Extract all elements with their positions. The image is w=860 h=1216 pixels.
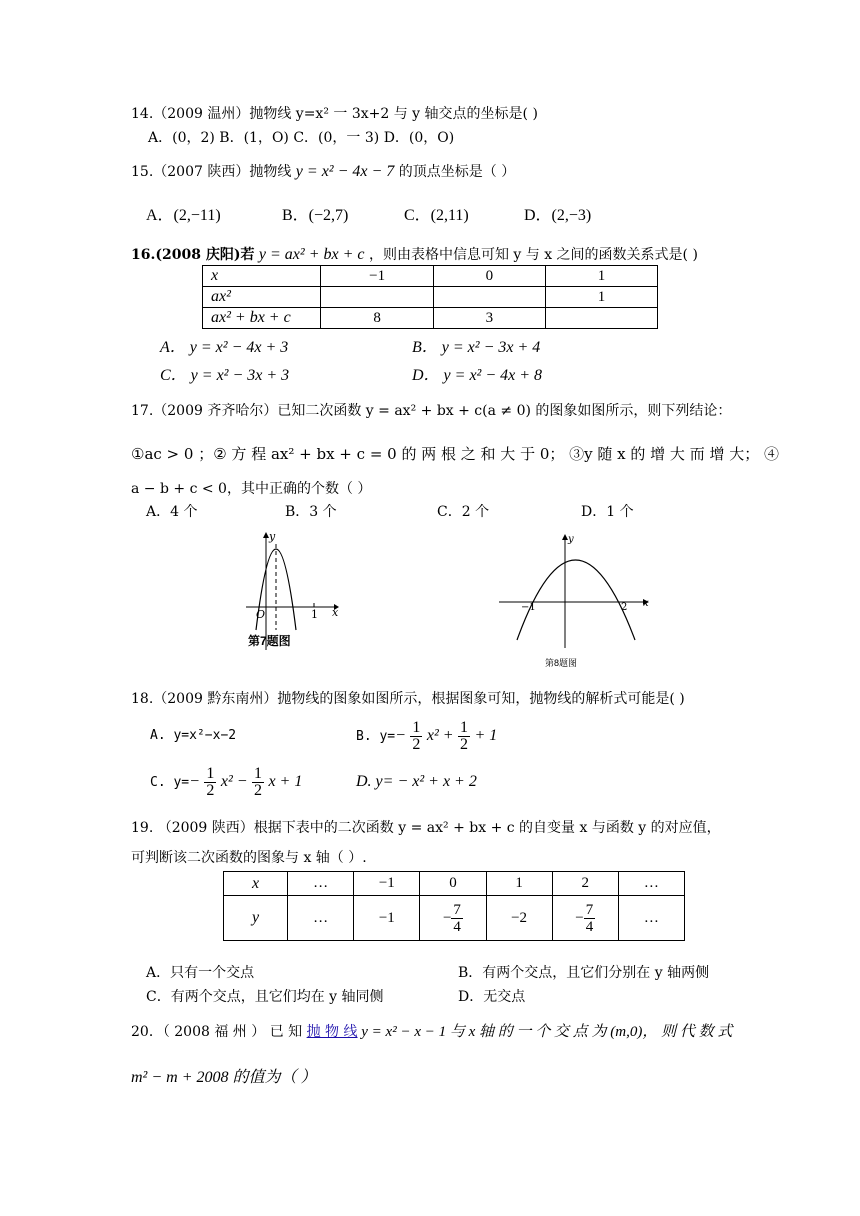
q17-line3: a − b + c < 0，其中正确的个数（ ）	[131, 481, 372, 497]
q18-frac: $\frac{1}{2}$	[460, 718, 468, 753]
q17-option-d: D．1 个	[581, 504, 634, 520]
q15-option-a: A．(2,−11)	[146, 207, 221, 224]
q17-option-b: B．3 个	[285, 504, 337, 520]
q16-option-c: C． y = x² − 3x + 3	[160, 367, 290, 384]
q20-line2: m² − m + 2008 的值为（ ）	[131, 1069, 317, 1086]
q19-option-a: A．只有一个交点	[146, 965, 255, 981]
q16-cell: ax²	[203, 287, 321, 308]
q14-options: A．(0，2) B．(1，O) C．(0，一 3) D．(0，O)	[148, 130, 455, 146]
q16-cell: x	[203, 266, 321, 287]
q16-cell: 3	[433, 308, 545, 329]
fig7-x-label: x	[332, 606, 339, 619]
figure-7	[240, 530, 340, 655]
q14-stem: 14.（2009 温州）抛物线 y=x² 一 3x+2 与 y 轴交点的坐标是( )	[131, 106, 538, 122]
q16-cell: ax² + bx + c	[203, 308, 321, 329]
q19-table	[223, 871, 685, 941]
q15-stem	[131, 162, 515, 182]
q18-frac: $\frac{1}{2}$	[206, 764, 215, 799]
q16-cell	[433, 287, 545, 308]
q16-cell: −1	[321, 266, 433, 287]
figure-8	[495, 530, 655, 670]
q19-cell: …	[618, 872, 684, 896]
q16-option-d: D． y = x² − 4x + 8	[412, 367, 543, 384]
q17-line2: ①ac > 0 ；② 方 程 ax² + bx + c = 0 的 两 根 之 和 大 于 0； ③y 随 x 的 增 大 而 增 大； ④	[131, 445, 779, 463]
q19-cell: 2	[552, 872, 618, 896]
q19-cell: −1	[354, 896, 420, 941]
q16-option-a: A． y = x² − 4x + 3	[160, 339, 289, 356]
q16-stem-suffix: ，则由表格中信息可知 y 与 x 之间的函数关系式是( )	[368, 247, 698, 263]
q16-table	[202, 265, 658, 329]
q19-cell: …	[288, 896, 354, 941]
fig7-y-label: y	[269, 530, 276, 543]
q19-frac: $\frac{7}{4}$	[453, 901, 461, 935]
fig8-y-label: y	[568, 534, 574, 545]
q19-cell: …	[288, 872, 354, 896]
q16-cell: 8	[321, 308, 433, 329]
q15-option-c: C．(2,11)	[404, 207, 469, 224]
q18-option-b: B. y=− $\frac{1}{2}$ x² + $\frac{1}{2}$ + 1	[356, 718, 498, 753]
q19-cell: 1	[486, 872, 552, 896]
q19-cell: − $\frac{7}{4}$	[420, 896, 486, 941]
q18-stem: 18.（2009 黔东南州）抛物线的图象如图所示，根据图象可知，抛物线的解析式可能是( )	[131, 691, 685, 707]
q18-option-d: D. y= − x² + x + 2	[356, 773, 477, 790]
fig8-x-label: x	[643, 598, 649, 609]
q19-line1: 19. （2009 陕西）根据下表中的二次函数 y = ax² + bx + c 的自变量 x 与函数 y 的对应值，	[131, 820, 721, 836]
q17-option-a: A．4 个	[146, 504, 198, 520]
q19-option-b: B．有两个交点，且它们分别在 y 轴两侧	[458, 965, 710, 981]
q20-middle: y = x² − x − 1 与 x 轴 的 一 个 交 点 为 (m,0)， 则 代 数 式	[357, 1024, 733, 1040]
q19-cell: − $\frac{7}{4}$	[552, 896, 618, 941]
q16-stem-prefix: 16.(2008 庆阳)若	[131, 247, 255, 263]
fig8-neg1-label: −1	[521, 602, 536, 613]
q19-line2: 可判断该二次函数的图象与 x 轴（ ）.	[131, 850, 367, 866]
q19-option-c: C．有两个交点，且它们均在 y 轴同侧	[146, 989, 384, 1005]
q15-stem-prefix: 15.（2007 陕西）抛物线	[131, 164, 292, 180]
q16-cell	[321, 287, 433, 308]
fig7-caption: 第7题图	[248, 634, 291, 648]
q18-option-c: C. y=− $\frac{1}{2}$ x² − $\frac{1}{2}$ x + 1	[150, 764, 303, 799]
q15-stem-suffix: 的顶点坐标是（ ）	[398, 164, 516, 180]
q16-expr: y = ax² + bx + c	[258, 246, 365, 263]
parabola-link[interactable]: 抛 物 线	[306, 1024, 358, 1040]
q18-frac: $\frac{1}{2}$	[254, 764, 262, 799]
q16-cell: 0	[433, 266, 545, 287]
q15-option-b: B．(−2,7)	[282, 207, 349, 224]
q19-frac: $\frac{7}{4}$	[585, 901, 594, 935]
q16-option-b: B． y = x² − 3x + 4	[412, 339, 541, 356]
q20-prefix: 20．（ 2008 福 州 ） 已 知	[131, 1024, 303, 1040]
q19-cell: x	[224, 872, 288, 896]
q17-line1: 17.（2009 齐齐哈尔）已知二次函数 y = ax² + bx + c(a ≠ 0) 的图象如图所示，则下列结论：	[131, 403, 732, 419]
fig7-one-label: 1	[311, 608, 318, 621]
q20-line1	[131, 1022, 732, 1042]
fig8-parabola	[517, 560, 635, 640]
q16-stem	[131, 245, 698, 265]
q19-cell: −2	[486, 896, 552, 941]
fig8-two-label: 2	[621, 602, 628, 613]
q18-frac: $\frac{1}{2}$	[412, 718, 421, 753]
q16-cell: 1	[545, 287, 657, 308]
q19-cell: y	[224, 896, 288, 941]
fig8-caption: 第8题图	[545, 658, 578, 668]
q15-expr: y = x² − 4x − 7	[295, 163, 395, 180]
q16-cell: 1	[545, 266, 657, 287]
fig7-origin-label: O	[256, 608, 266, 621]
q15-option-d: D．(2,−3)	[524, 207, 592, 224]
q16-cell	[545, 308, 657, 329]
q17-option-c: C．2 个	[437, 504, 490, 520]
q19-cell: −1	[354, 872, 420, 896]
q18-option-a: A. y=x²−x−2	[150, 728, 237, 743]
q19-option-d: D．无交点	[458, 989, 526, 1005]
q19-cell: …	[618, 896, 684, 941]
q19-cell: 0	[420, 872, 486, 896]
